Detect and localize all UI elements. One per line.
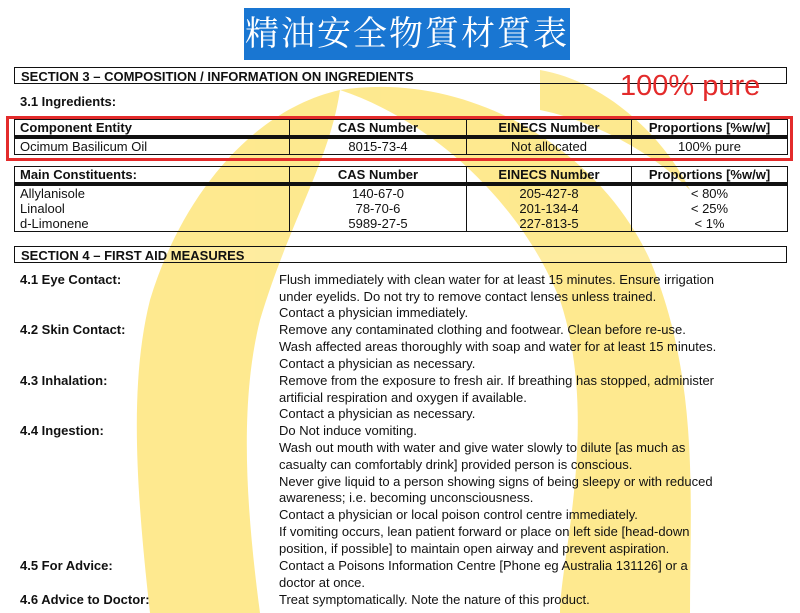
cell-constituent: Linalool <box>15 201 290 216</box>
page-title: 精油安全物質材質表 <box>244 8 570 60</box>
section-3-heading: SECTION 3 – COMPOSITION / INFORMATION ON INGREDIENTS <box>14 67 787 84</box>
ingestion-line: Never give liquid to a person showing signs of being sleepy or with reduced <box>279 474 713 489</box>
col-header-constituent: Main Constituents: <box>15 167 290 185</box>
ingestion-line: Wash out mouth with water and give water slowly to dilute [as much as <box>279 440 686 455</box>
advice-label: 4.5 For Advice: <box>20 558 113 573</box>
cell-proportion: < 1% <box>632 216 788 232</box>
ingestion-line: Contact a physician or local poison control centre immediately. <box>279 507 638 522</box>
ingestion-line: position, if possible] to maintain open airway and prevent aspiration. <box>279 541 670 556</box>
table-row <box>15 201 788 216</box>
cell-proportion: 100% pure <box>632 137 788 155</box>
highlight-box <box>6 116 793 161</box>
col-header-proportions: Proportions [%w/w] <box>632 167 788 185</box>
inhalation-line: Remove from the exposure to fresh air. If breathing has stopped, administer <box>279 373 715 388</box>
skin-contact-label: 4.2 Skin Contact: <box>20 322 126 337</box>
col-header-cas: CAS Number <box>290 167 467 185</box>
cell-proportion: < 80% <box>632 184 788 201</box>
cell-component: Ocimum Basilicum Oil <box>15 137 290 155</box>
advice-line: Contact a Poisons Information Centre [Phone eg Australia 131126] or a <box>279 558 688 573</box>
cell-cas: 8015-73-4 <box>290 137 467 155</box>
ingestion-line: awareness; i.e. becoming unconsciousness. <box>279 490 534 505</box>
table-row <box>15 184 788 201</box>
skin-contact-line: Wash affected areas thoroughly with soap and water for at least 15 minutes. <box>279 339 717 354</box>
constituents-table-header <box>15 167 788 185</box>
advice-to-doctor-label: 4.6 Advice to Doctor: <box>20 592 150 607</box>
cell-einecs: 227-813-5 <box>467 216 632 232</box>
table-row <box>15 216 788 232</box>
ingestion-line: If vomiting occurs, lean patient forward or place on left side [head-down <box>279 524 690 539</box>
col-header-component: Component Entity <box>15 120 290 138</box>
advice-to-doctor-line: Treat symptomatically. Note the nature of this product. <box>279 592 590 607</box>
ingredients-subheading: 3.1 Ingredients: <box>20 94 117 109</box>
skin-contact-line: Remove any contaminated clothing and footwear. Clean before re-use. <box>279 322 686 337</box>
cell-constituent: Allylanisole <box>15 184 290 201</box>
skin-contact-line: Contact a physician as necessary. <box>279 356 476 371</box>
cell-einecs: 205-427-8 <box>467 184 632 201</box>
section-4-heading: SECTION 4 – FIRST AID MEASURES <box>14 246 787 263</box>
purity-callout: 100% pure <box>620 70 761 102</box>
eye-contact-line: Contact a physician immediately. <box>279 305 469 320</box>
cell-cas: 78-70-6 <box>290 201 467 216</box>
eye-contact-line: under eyelids. Do not try to remove contact lenses unless trained. <box>279 289 657 304</box>
col-header-proportions: Proportions [%w/w] <box>632 120 788 138</box>
cell-proportion: < 25% <box>632 201 788 216</box>
col-header-einecs: EINECS Number <box>467 167 632 185</box>
cell-constituent: d-Limonene <box>15 216 290 232</box>
eye-contact-line: Flush immediately with clean water for at least 15 minutes. Ensure irrigation <box>279 272 714 287</box>
col-header-einecs: EINECS Number <box>467 120 632 138</box>
cell-cas: 140-67-0 <box>290 184 467 201</box>
ingestion-label: 4.4 Ingestion: <box>20 423 104 438</box>
inhalation-line: Contact a physician as necessary. <box>279 406 476 421</box>
eye-contact-label: 4.1 Eye Contact: <box>20 272 122 287</box>
ingestion-line: Do Not induce vomiting. <box>279 423 418 438</box>
cell-cas: 5989-27-5 <box>290 216 467 232</box>
col-header-cas: CAS Number <box>290 120 467 138</box>
inhalation-line: artificial respiration and oxygen if available. <box>279 390 527 405</box>
inhalation-label: 4.3 Inhalation: <box>20 373 108 388</box>
cell-einecs: Not allocated <box>467 137 632 155</box>
constituents-table <box>14 166 788 232</box>
advice-line: doctor at once. <box>279 575 365 590</box>
cell-einecs: 201-134-4 <box>467 201 632 216</box>
ingestion-line: casualty can comfortably drink] provided person is conscious. <box>279 457 633 472</box>
